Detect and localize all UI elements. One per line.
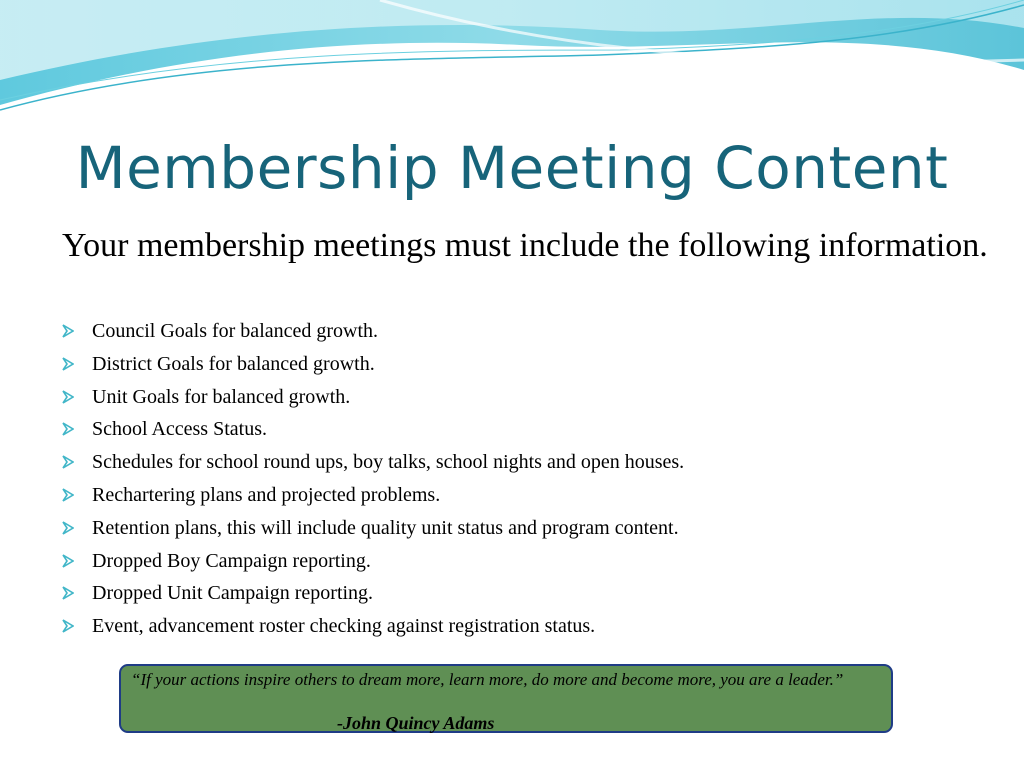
list-item-text: Event, advancement roster checking against registration status. <box>92 615 596 638</box>
list-item-text: Retention plans, this will include quality unit status and program content. <box>92 516 679 539</box>
list-item <box>62 545 684 578</box>
arrow-bullet-icon <box>62 488 74 502</box>
list-item <box>62 413 684 446</box>
slide-title: Membership Meeting Content <box>75 134 949 202</box>
list-item-text: District Goals for balanced growth. <box>92 352 375 375</box>
list-item-text: Dropped Unit Campaign reporting. <box>92 582 374 605</box>
list-item <box>62 577 684 610</box>
list-item-text: Council Goals for balanced growth. <box>92 320 379 342</box>
arrow-bullet-icon <box>62 455 74 469</box>
list-item <box>62 479 684 512</box>
list-item <box>62 381 684 414</box>
list-item-text: Unit Goals for balanced growth. <box>92 385 351 408</box>
intro-text: Your membership meetings must include the following information. <box>62 227 988 264</box>
arrow-bullet-icon <box>62 390 74 404</box>
arrow-bullet-icon <box>62 554 74 568</box>
list-item-text: Rechartering plans and projected problems. <box>92 483 441 506</box>
list-item <box>62 610 684 643</box>
quote-text: “If your actions inspire others to dream more, learn more, do more and become more, you are a leader.” <box>131 670 844 689</box>
quote-box <box>119 664 893 733</box>
list-item-text: Schedules for school round ups, boy talks, school nights and open houses. <box>92 451 685 474</box>
arrow-bullet-icon <box>62 521 74 535</box>
list-item-text: School Access Status. <box>92 418 267 441</box>
list-item <box>62 348 684 381</box>
list-item <box>62 315 684 348</box>
arrow-bullet-icon <box>62 422 74 436</box>
quote-author: -John Quincy Adams <box>337 713 495 733</box>
list-item-text: Dropped Boy Campaign reporting. <box>92 549 371 572</box>
arrow-bullet-icon <box>62 619 74 633</box>
content-list <box>62 315 684 643</box>
list-item <box>62 512 684 545</box>
arrow-bullet-icon <box>62 357 74 371</box>
header-wave-decoration <box>0 0 1024 120</box>
arrow-bullet-icon <box>62 324 74 338</box>
list-item <box>62 446 684 479</box>
arrow-bullet-icon <box>62 586 74 600</box>
